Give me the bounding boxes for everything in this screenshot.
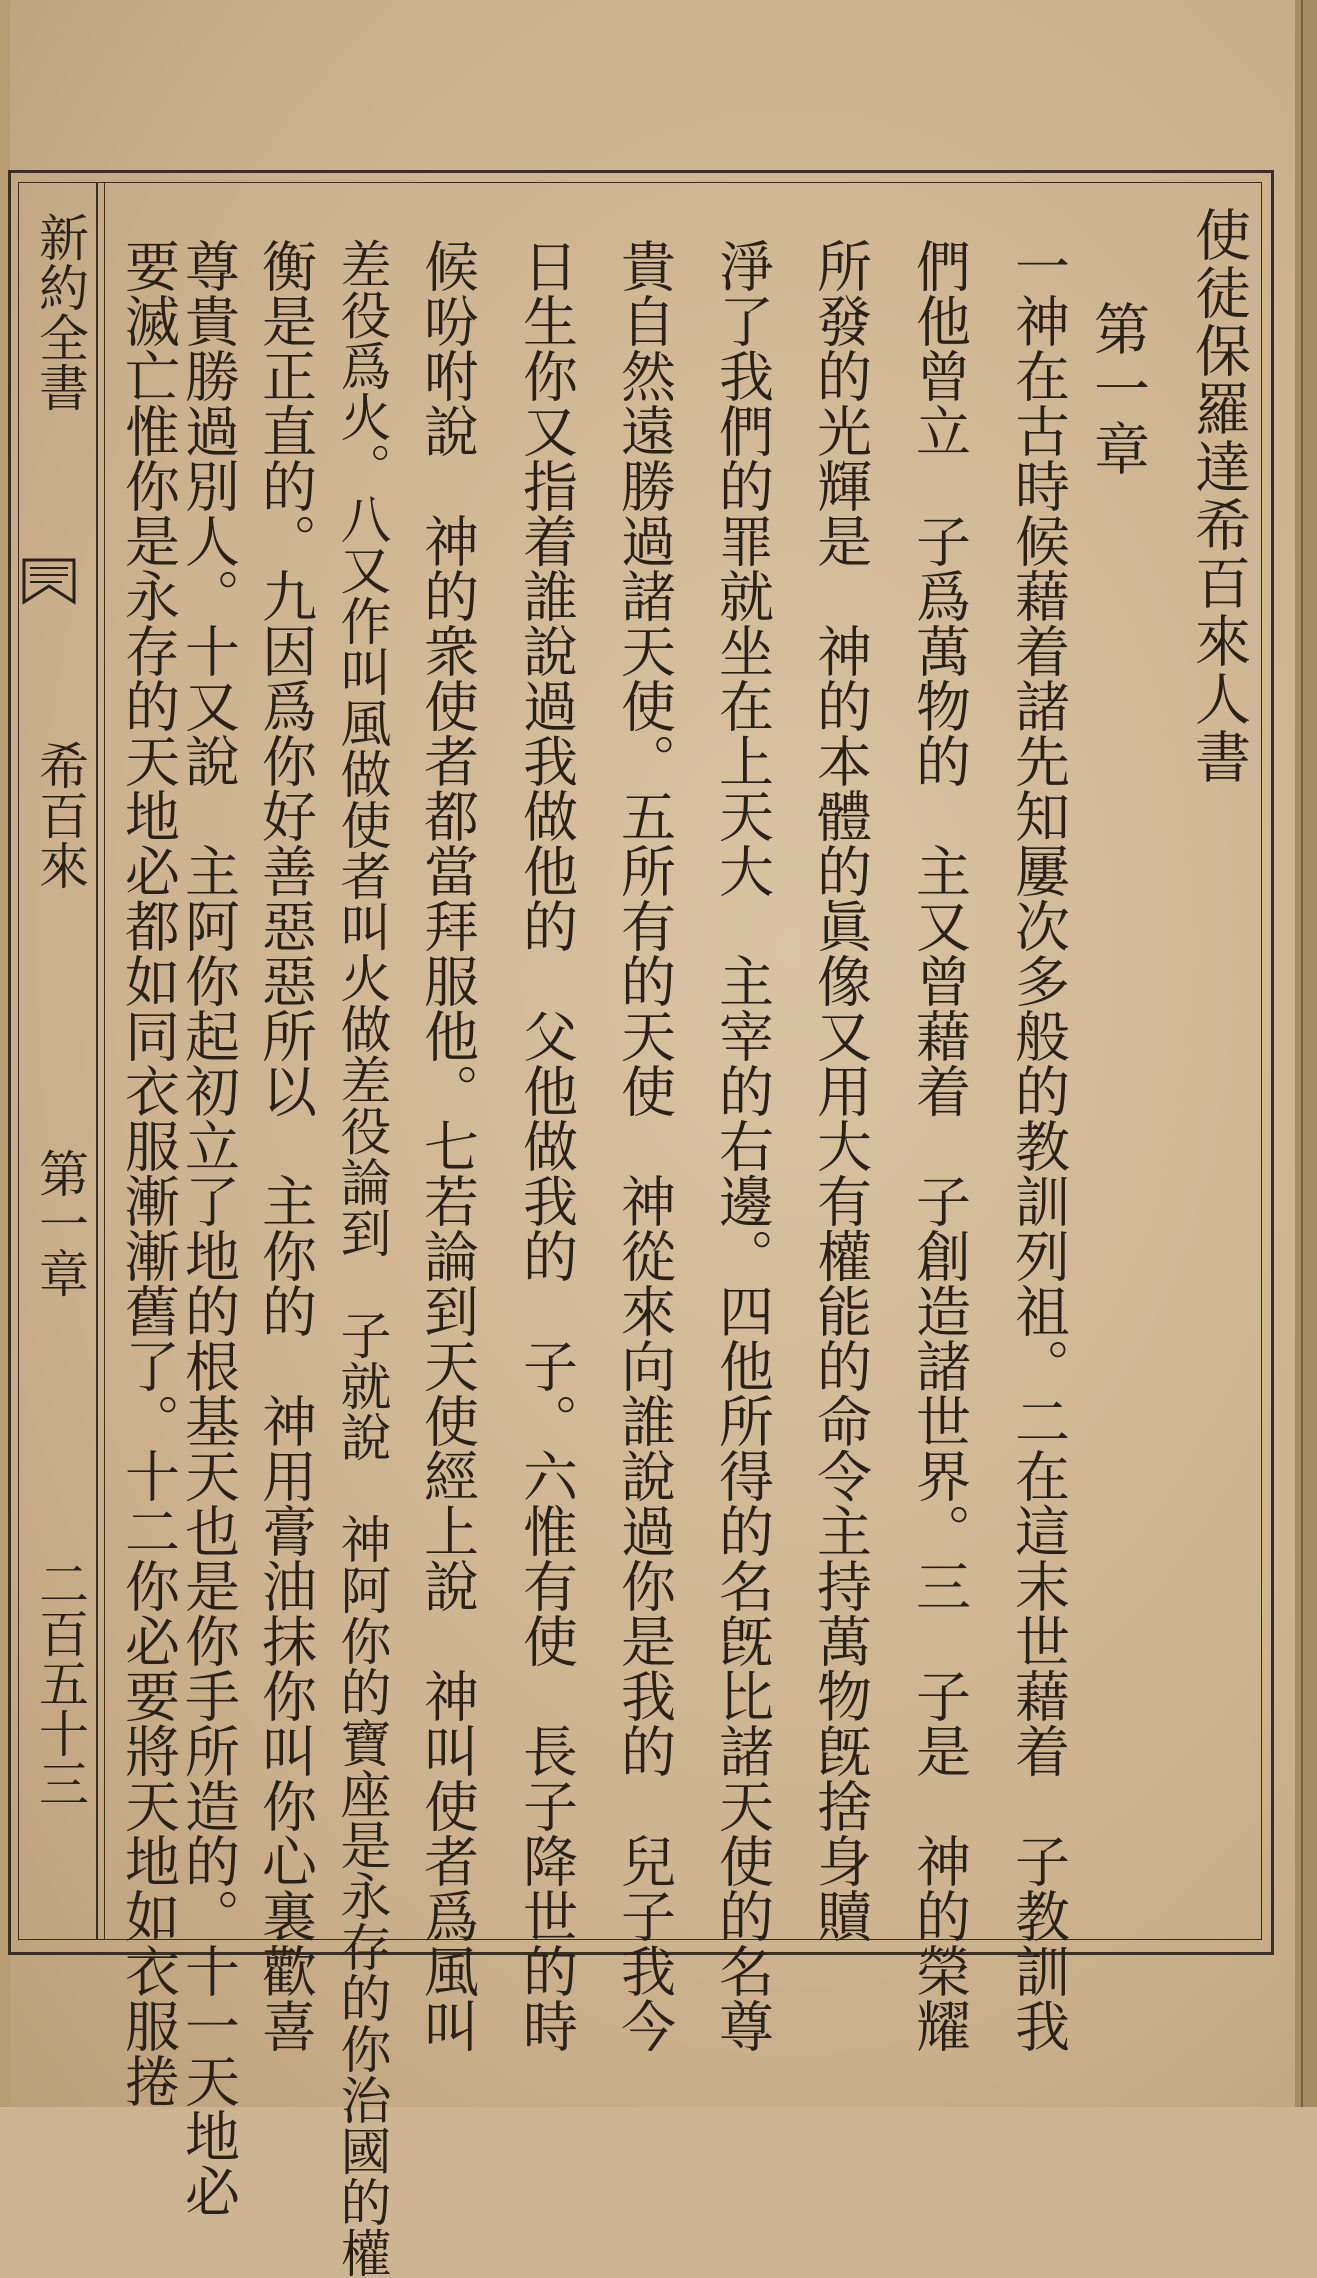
text-column-7: 候吩咐說 神的衆使者都當拜服他。七若論到天使經上說 神叫使者爲風叫: [415, 238, 479, 2053]
text-column-11: 要滅亡惟你是永存的天地必都如同衣服漸漸舊了。十二你必要將天地如衣服捲: [116, 238, 180, 2108]
text-column-10: 尊貴勝過別人。十又說 主阿你起初立了地的根基天也是你手所造的。十一天地必: [176, 238, 240, 2218]
margin-epistle-name: 希百來: [31, 740, 89, 890]
text-column-2: 們他曾立 子爲萬物的 主又曾藉着 子創造諸世界。三 子是 神的榮耀: [907, 238, 971, 2053]
text-column-4: 淨了我們的罪就坐在上天大 主宰的右邊。四他所得的名旣比諸天使的名尊: [710, 238, 774, 2053]
chapter-title: 第一章: [1085, 300, 1150, 480]
text-column-6: 日生你又指着誰說過我做他的 父他做我的 子。六惟有使 長子降世的時: [514, 238, 578, 2053]
page-right-edge: [1295, 0, 1317, 2107]
fishtail-mark-icon: [22, 556, 76, 606]
text-column-5: 貴自然遠勝過諸天使。五所有的天使 神從來向誰說過你是我的 兒子我今: [612, 238, 676, 2053]
margin-chapter: 第一章: [31, 1148, 89, 1298]
text-column-3: 所發的光輝是 神的本體的眞像又用大有權能的命令主持萬物旣捨身贖: [808, 238, 872, 1943]
book-title: 使徒保羅達希百來人書: [1186, 206, 1251, 786]
text-column-1: 一神在古時候藉着諸先知屢次多般的教訓列祖。二在這末世藉着 子教訓我: [1006, 238, 1070, 2053]
text-column-8: 差役爲火。八又作叫風做使者叫火做差役論到 子就說 神阿你的寶座是永存的你治國的權: [331, 238, 390, 2278]
page-number: 二百五十三: [31, 1558, 89, 1808]
margin-divider: [96, 182, 98, 1940]
text-column-9: 衡是正直的。九因爲你好善惡惡所以 主你的 神用膏油抹你叫你心裏歡喜: [253, 238, 317, 2053]
margin-divider-thin: [104, 182, 105, 1940]
margin-book-name: 新約全書: [31, 212, 89, 412]
